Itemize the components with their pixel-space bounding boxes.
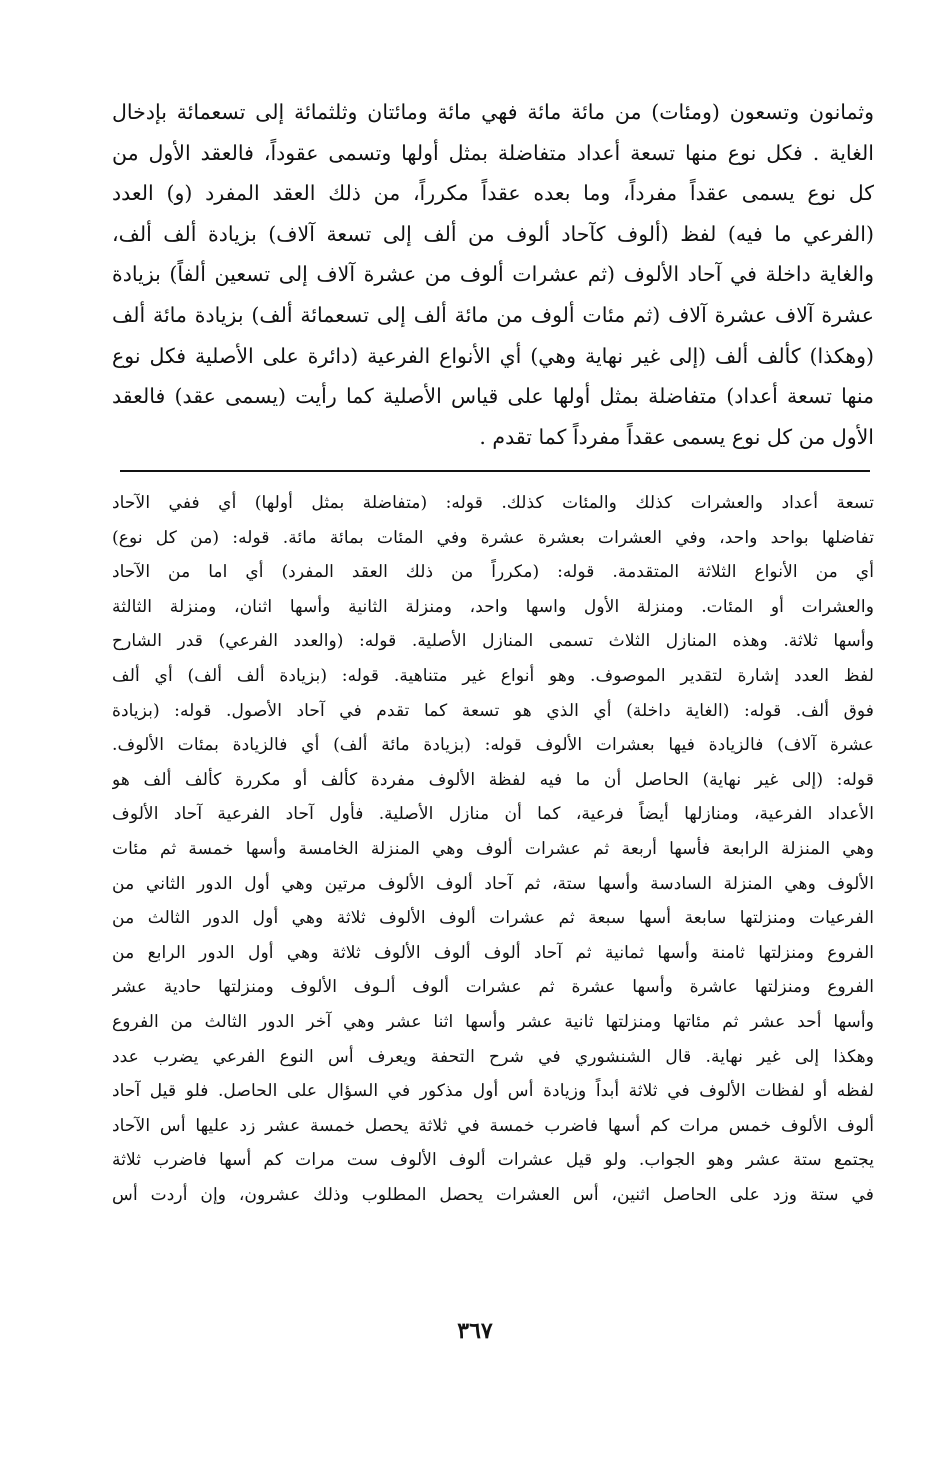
- main-text-block: [112, 92, 874, 457]
- footnote-block: [112, 486, 874, 1212]
- footnote-line: والعشرات أو المئات. ومنزلة الأول واسها واحد، ومنزلة الثانية وأسها اثنان، ومنزلة الثالثة: [112, 596, 874, 617]
- footnote-line: الفروع ومنزلتها ثامنة وأسها ثمانية ثم آحاد ألوف ألوف الألوف ثلاثة وهي أول الدور الرابع من: [112, 942, 874, 963]
- footnote-line: وأسها أحد عشر ثم مئاتها ومنزلتها ثانية عشر وأسها اثنا عشر وهي آخر الدور الثالث من الفروع: [112, 1011, 874, 1032]
- main-text-line: (وهكذا) كألف ألف (إلى غير نهاية وهي) أي الأنواع الفرعية (دائرة على الأصلية فكل نوع: [112, 343, 874, 368]
- main-text-line: عشرة آلاف عشرة آلاف (ثم مئات ألوف من مائة ألف إلى تسعمائة ألف) بزيادة مائة ألف: [112, 302, 874, 327]
- footnote-line: يجتمع ستة عشر وهو الجواب. ولو قيل عشرات ألوف الألوف ست مرات كم أسها فاضرب ثلاثة: [112, 1150, 874, 1171]
- footnote-line: عشرة آلاف) فالزيادة فيها بعشرات الألوف قوله: (بزيادة مائة ألف) أي فالزيادة بمئات الألوف.: [112, 735, 874, 756]
- main-text-line: والغاية داخلة في آحاد الألوف (ثم عشرات ألوف من عشرة آلاف إلى تسعين ألفاً) بزيادة: [112, 262, 874, 287]
- footnote-line: لفظ العدد إشارة لتقدير الموصوف. وهو أنواع غير متناهية. قوله: (بزيادة ألف ألف) أي ألف: [112, 665, 874, 686]
- footnote-line: الفروع ومنزلتها عاشرة وأسها عشرة ثم عشرات ألوف ألـوف الألوف ومنزلتها حادية عشر: [112, 977, 874, 998]
- main-text-line: الأول من كل نوع يسمى عقداً مفرداً كما تقدم .: [479, 424, 874, 449]
- footnote-line: تسعة أعداد والعشرات كذلك والمئات كذلك. قوله: (متفاضلة بمثل أولها) أي ففي الآحاد: [112, 493, 874, 513]
- footnote-line: أي من الأنواع الثلاثة المتقدمة. قوله: (مكرراً من ذلك العقد المفرد) أي اما من الآحاد: [112, 562, 874, 583]
- footnote-line: وهي المنزلة الرابعة فأسها أربعة ثم عشرات ألوف وهي المنزلة الخامسة وأسها خمسة ثم مئات: [112, 838, 874, 859]
- footnote-separator: [120, 470, 870, 472]
- footnote-line: قوله: (إلى غير نهاية) الحاصل أن ما فيه لفظة الألوف مفردة كألف أو مكررة كألف ألف هو: [112, 769, 874, 790]
- main-text-line: منها تسعة أعداد) متفاضلة بمثل أولها على قياس الأصلية كما رأيت (يسمى عقد) فالعقد: [112, 384, 874, 409]
- footnote-line: فوق ألف. قوله: (الغاية داخلة) أي الذي هو تسعة كما تقدم في آحاد الأصول. قوله: (بزيادة: [112, 700, 874, 721]
- page-number: ٣٦٧: [457, 1318, 493, 1344]
- footnote-line: الألوف وهي المنزلة السادسة وأسها ستة، ثم آحاد ألوف الألوف مرتين وهي أول الدور الثاني من: [112, 873, 874, 894]
- footnote-line: لفظه أو لفظات الألوف في ثلاثة أبداً وزيادة أس أول مذكور في السؤال على الحاصل. فلو قيل آحاد: [112, 1081, 874, 1102]
- footnote-line: الأعداد الفرعية، ومنازلها أيضاً فرعية، كما أن منازل الأصلية. فأول آحاد الفرعية آحاد الألوف: [112, 804, 874, 825]
- main-text-line: وثمانون وتسعون (ومئات) من مائة ‌مائة فهي مائة ومائتان وثلثمائة إلى تسعمائة بإدخال: [112, 100, 874, 124]
- footnote-line: وأسها ثلاثة. وهذه المنازل الثلاث تسمى المنازل الأصلية. قوله: (والعدد الفرعي) قدر الشارح: [112, 631, 874, 652]
- footnote-line: تفاضلها بواحد واحد، وفي العشرات بعشرة عشرة وفي المئات بمائة مائة. قوله: (من كل نوع): [112, 527, 874, 548]
- footnote-line: في ستة وزد على الحاصل اثنين، أس العشرات يحصل المطلوب وذلك عشرون، وإن أردت أس: [112, 1184, 874, 1205]
- footnote-line: الفرعيات ومنزلتها سابعة أسها سبعة ثم عشرات ألوف الألوف ثلاثة وهي أول الدور الثالث من: [112, 908, 874, 929]
- footnote-line: ألوف الألوف خمس مرات كم أسها فاضرب خمسة في ثلاثة يحصل خمسة عشر زد عليها أس الآحاد: [112, 1115, 874, 1136]
- main-text-line: كل نوع يسمى عقداً مفرداً، وما بعده عقداً مكرراً، من ذلك العقد المفرد (و) العدد: [112, 181, 874, 206]
- main-text-line: (الفرعي ما فيه) لفظ (ألوف كآحاد ألوف من ألف إلى تسعة آلاف) بزيادة ألف ألف،: [112, 221, 874, 246]
- footnote-line: وهكذا إلى غير نهاية. قال الشنشوري في شرح التحفة ويعرف أس النوع الفرعي يضرب عدد: [112, 1046, 874, 1067]
- main-text-line: الغاية . فكل نوع منها تسعة أعداد متفاضلة بمثل أولها وتسمى عقوداً، فالعقد الأول من: [112, 140, 874, 165]
